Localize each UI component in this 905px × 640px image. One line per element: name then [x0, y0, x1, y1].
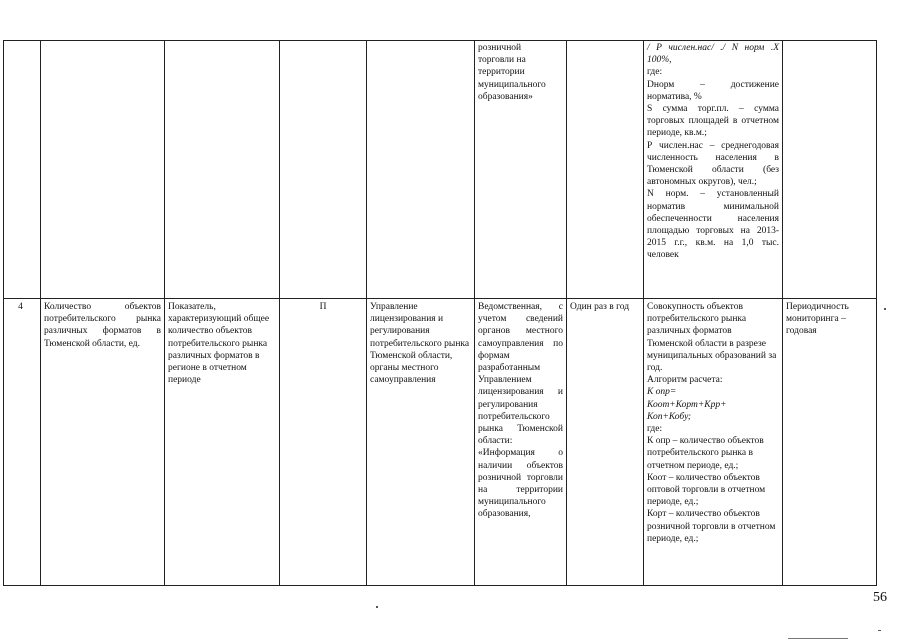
- method-line: Коот – количество объектов оптовой торговли в отчетном периоде, ед.;: [647, 472, 766, 508]
- calculation-method: [644, 300, 782, 584]
- indicator-definition: Показатель, характеризующий общее количество объектов потребительского рынка различных форматов в регионе в отчетном периоде: [168, 302, 270, 386]
- row-divider: [3, 298, 876, 299]
- scan-line: [788, 638, 848, 639]
- indicator-name: Количество объектов потребительского рынка различных форматов в Тюменской области, ед.: [44, 302, 161, 349]
- table-bottom-border: [3, 585, 876, 586]
- method-line: К опр=: [647, 387, 677, 398]
- row-number: 4: [18, 302, 23, 312]
- method-line: Корт – количество объектов розничной торговли в отчетном периоде, ед.;: [647, 509, 776, 544]
- method-line: Алгоритм расчета:: [647, 375, 723, 386]
- data-source: Ведомственная, с учетом сведений органов местного самоуправления по формам разработанным Управлением лицензирования и регулирования потребительского рынка Тюменской области: «Информация о наличии объектов розничной торговли на территории муниципального образования,: [478, 302, 563, 520]
- page-number: 56: [873, 590, 887, 605]
- formula-line: S сумма торг.пл. – сумма торговых площадей в отчетном периоде, кв.м.;: [647, 104, 779, 139]
- source-cell-continued: розничной торговли на территории муниципального образования»: [478, 43, 546, 102]
- scan-speck: [376, 606, 378, 608]
- formula-line: / Р числен.нас/ ./ N норм .Х 100%,: [647, 43, 779, 66]
- formula-line: Р числен.нас – среднегодовая численность населения в Тюменской области (без автономных округов), чел.;: [647, 140, 779, 188]
- col-border: [876, 40, 877, 586]
- formula-line: N норм. – установленный норматив минимальной обеспеченности населения площадью торговых на 2013-2015 г.г., кв.м. на 1,0 тыс. человек: [647, 189, 779, 261]
- formula-line: Dнорм – достижение норматива, %: [647, 79, 779, 102]
- collection-frequency: Один раз в год: [570, 302, 630, 312]
- method-line: К опр – количество объектов потребительского рынка в отчетном периоде, ед.;: [647, 436, 764, 471]
- formula-cell-continued: [644, 41, 782, 297]
- formula-line: где:: [647, 67, 663, 78]
- method-line: Совокупность объектов потребительского рынка различных форматов Тюменской области в разрезе муниципальных образований за год.: [647, 302, 777, 374]
- monitoring-note: Периодичность мониторинга – годовая: [786, 302, 849, 337]
- method-line: где:: [647, 424, 663, 435]
- responsible-body: Управление лицензирования и регулирования потребительского рынка Тюменской области, органы местного самоуправления: [370, 302, 470, 386]
- indicator-type: П: [319, 302, 327, 312]
- scan-speck: [878, 630, 881, 631]
- method-line: Коп+Кобу;: [647, 411, 692, 422]
- scan-speck: [884, 308, 886, 310]
- method-line: Коот+Корт+Крр+: [647, 399, 727, 410]
